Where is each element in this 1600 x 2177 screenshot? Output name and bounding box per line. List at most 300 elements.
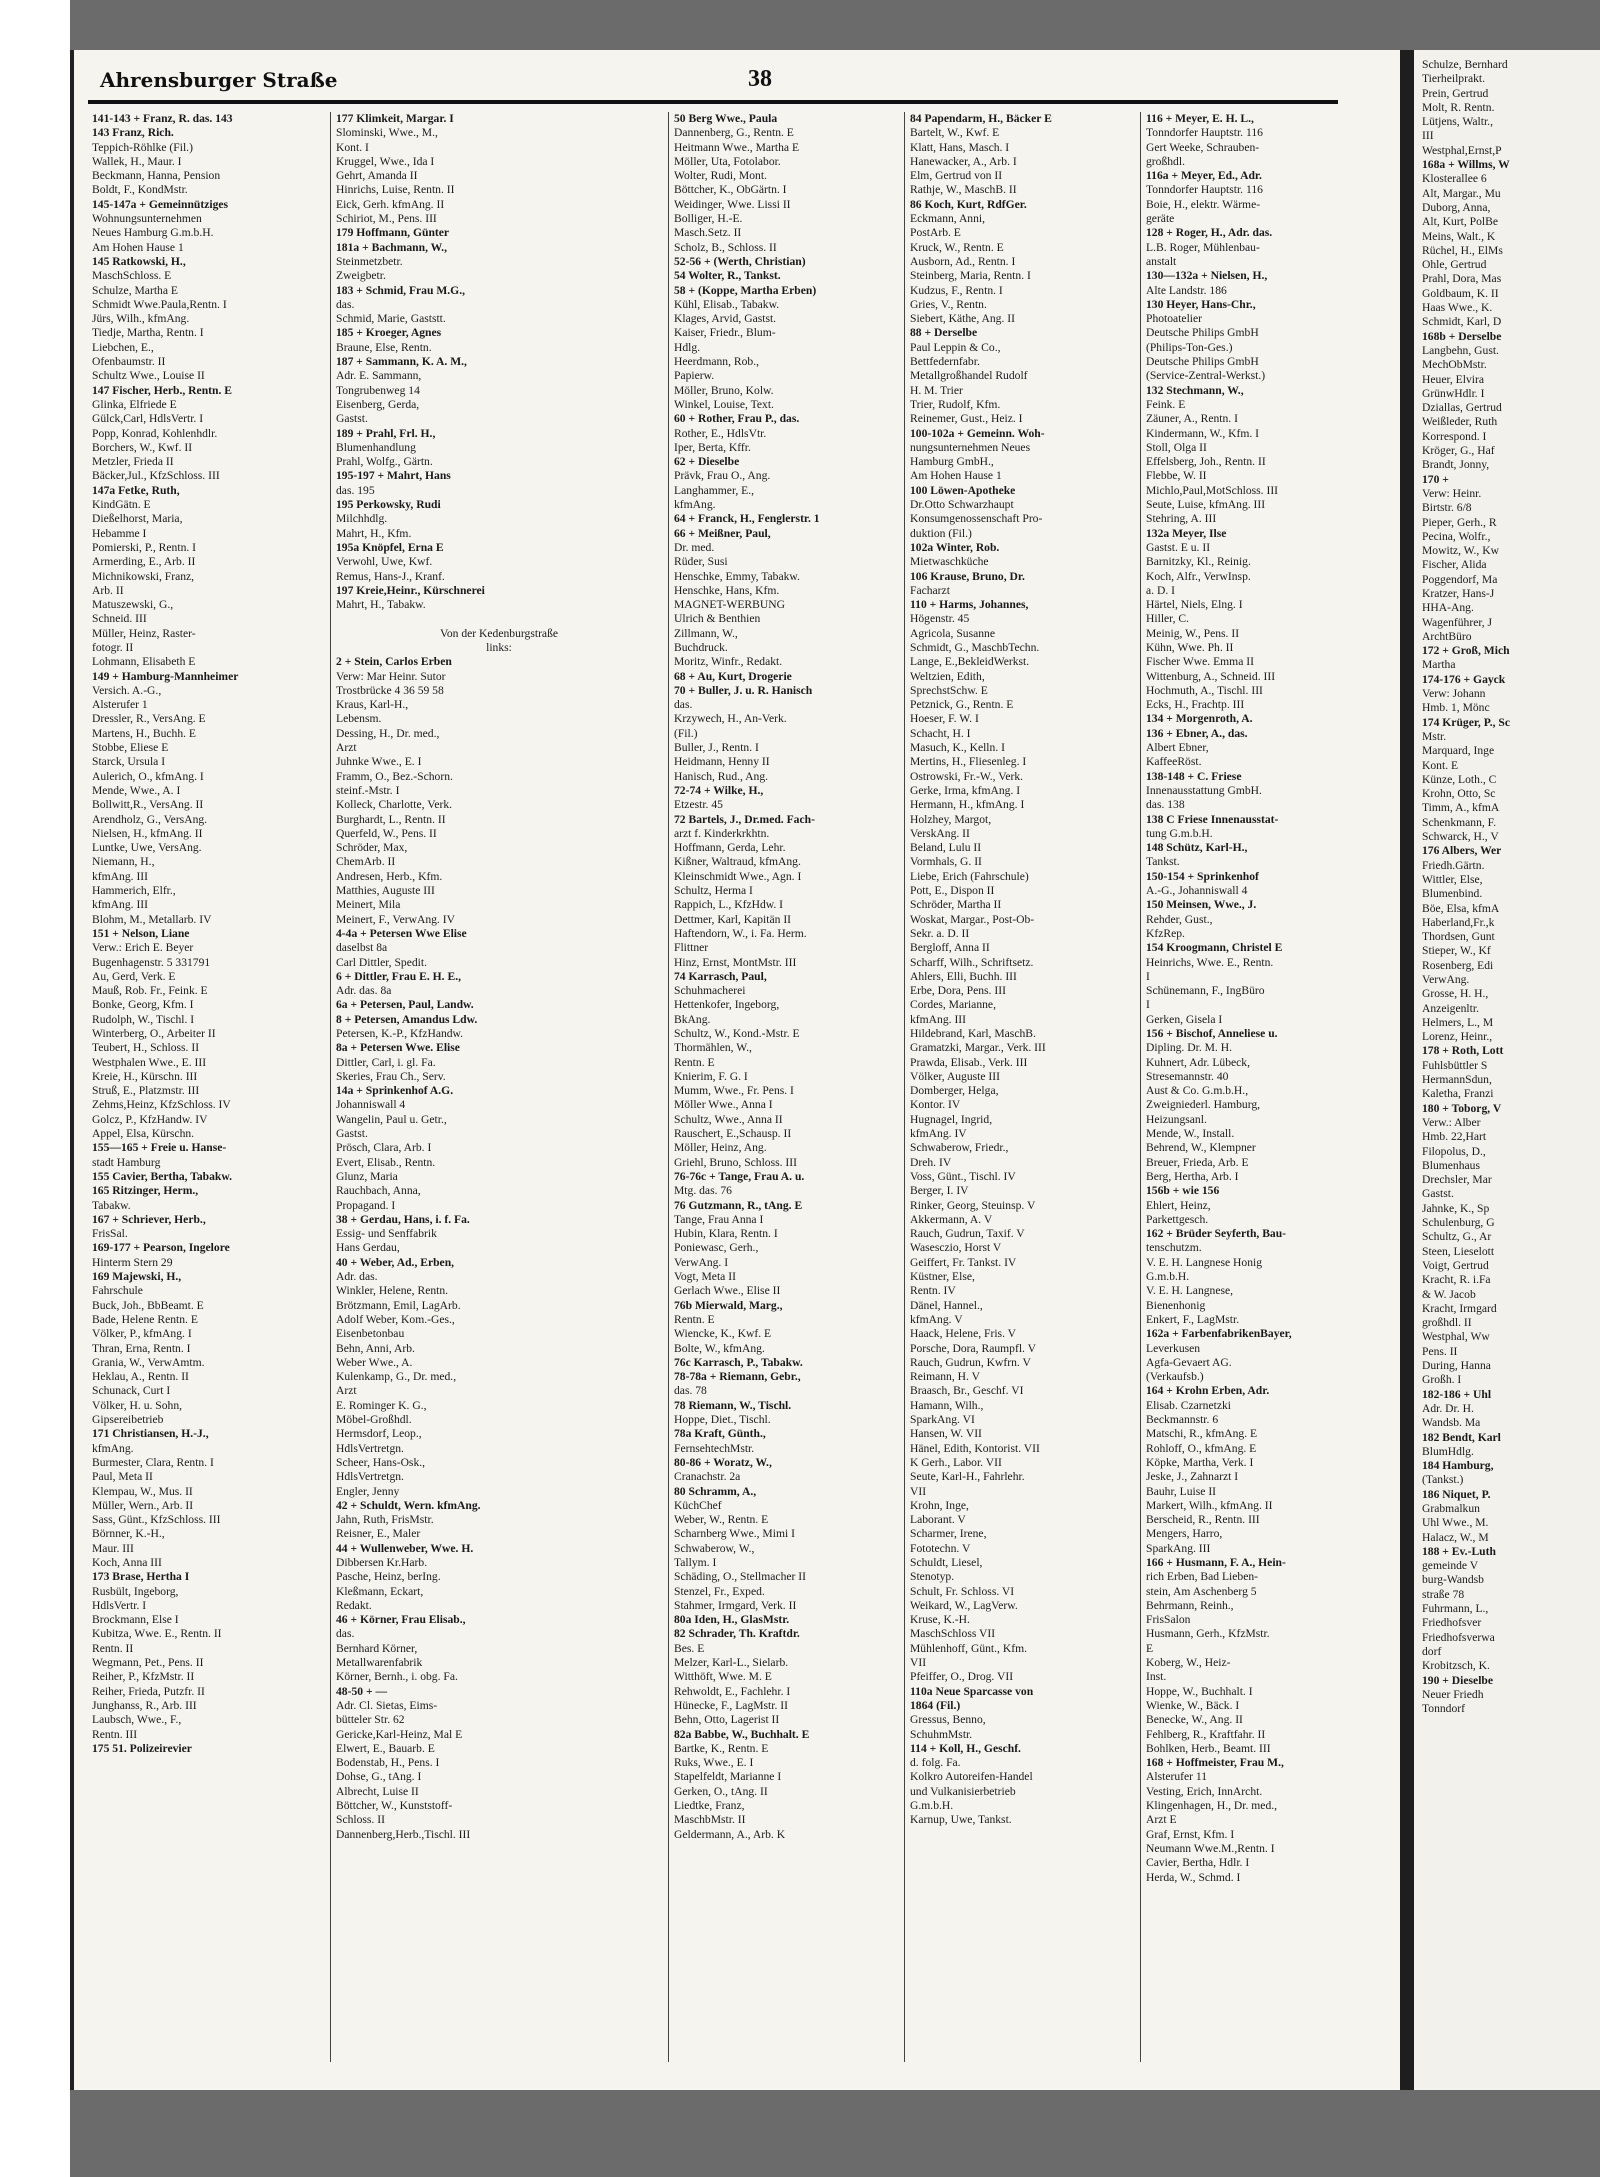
directory-entry: 168 + Hoffmeister, Frau M., xyxy=(1146,1756,1284,1770)
directory-entry: Teppich-Röhlke (Fil.) xyxy=(92,140,193,154)
directory-entry: Bettfedernfabr. xyxy=(910,355,980,369)
directory-entry: Framm, O., Bez.-Schorn. xyxy=(336,769,453,783)
directory-entry: HdlsVertretgn. xyxy=(336,1470,404,1484)
directory-entry: Ecks, H., Frachtp. III xyxy=(1146,698,1245,712)
directory-entry: 102a Winter, Rob. xyxy=(910,540,1000,554)
directory-entry: Weikard, W., LagVerw. xyxy=(910,1598,1018,1612)
directory-entry: Hans Gerdau, xyxy=(336,1241,400,1255)
directory-entry: Krobitzsch, K. xyxy=(1422,1659,1490,1673)
directory-entry: Brockmann, Else I xyxy=(92,1613,179,1627)
directory-entry: Fischer, Alida xyxy=(1422,558,1487,572)
directory-entry: Mengers, Harro, xyxy=(1146,1527,1223,1541)
directory-entry: Dettmer, Karl, Kapitän II xyxy=(674,912,792,926)
directory-entry: Konsumgenossenschaft Pro- xyxy=(910,512,1043,526)
directory-entry: Gastst. xyxy=(1422,1187,1454,1201)
directory-entry: Drechsler, Mar xyxy=(1422,1173,1492,1187)
directory-page-right xyxy=(1414,50,1600,2090)
directory-entry: Matschi, R., kfmAng. E xyxy=(1146,1427,1258,1441)
directory-entry: FernsehtechMstr. xyxy=(674,1441,755,1455)
directory-entry: Fuhrmann, L., xyxy=(1422,1602,1489,1616)
directory-entry: Adr. Cl. Sietas, Eims- xyxy=(336,1698,438,1712)
directory-entry: & W. Jacob xyxy=(1422,1287,1476,1301)
directory-entry: Stehring, A. III xyxy=(1146,512,1217,526)
directory-entry: SparkAng. III xyxy=(1146,1541,1211,1555)
directory-entry: Gehrt, Amanda II xyxy=(336,169,418,183)
directory-entry: steinf.-Mstr. I xyxy=(336,783,400,797)
directory-entry: anstalt xyxy=(1146,254,1177,268)
directory-entry: Uhl Wwe., M. xyxy=(1422,1516,1489,1530)
directory-entry: Haftendorn, W., i. Fa. Herm. xyxy=(674,926,807,940)
directory-entry: Markert, Wilh., kfmAng. II xyxy=(1146,1498,1273,1512)
directory-entry: 174 Krüger, P., Sc xyxy=(1422,715,1511,729)
directory-entry: stadt Hamburg xyxy=(92,1155,161,1169)
directory-entry: Mühlenhoff, Günt., Kfm. xyxy=(910,1641,1028,1655)
directory-entry: Barnitzky, Kl., Reinig. xyxy=(1146,555,1251,569)
directory-entry: Laborant. V xyxy=(910,1513,966,1527)
directory-entry: Ruks, Wwe., E. I xyxy=(674,1756,754,1770)
directory-entry: Tonndorfer Hauptstr. 116 xyxy=(1146,126,1263,140)
directory-entry: kfmAng. III xyxy=(910,1012,967,1026)
directory-entry: Behn, Anni, Arb. xyxy=(336,1341,415,1355)
directory-entry: dorf xyxy=(1422,1644,1442,1658)
directory-entry: Winkler, Helene, Rentn. xyxy=(336,1284,449,1298)
directory-entry: 195a Knöpfel, Erna E xyxy=(336,540,444,554)
directory-entry: Wittenburg, A., Schneid. III xyxy=(1146,669,1276,683)
directory-entry: Beckmannstr. 6 xyxy=(1146,1413,1219,1427)
directory-entry: Scharff, Wilh., Schriftsetz. xyxy=(910,955,1034,969)
directory-entry: Gramatzki, Margar., Verk. III xyxy=(910,1041,1046,1055)
directory-entry: 14a + Sprinkenhof A.G. xyxy=(336,1084,454,1098)
directory-entry: Völker, H. u. Sohn, xyxy=(92,1398,183,1412)
directory-entry: daselbst 8a xyxy=(336,941,388,955)
directory-entry: 168b + Derselbe xyxy=(1422,329,1502,343)
directory-entry: Pecina, Wolfr., xyxy=(1422,529,1491,543)
directory-entry: 110a Neue Sparcasse von xyxy=(910,1684,1034,1698)
directory-entry: Hanewacker, A., Arb. I xyxy=(910,154,1017,168)
directory-entry: Herda, W., Schmd. I xyxy=(1146,1870,1241,1884)
directory-entry: Hoppe, W., Buchhalt. I xyxy=(1146,1684,1253,1698)
directory-entry: KindGätn. E xyxy=(92,498,151,512)
directory-entry: Neuer Friedh xyxy=(1422,1687,1484,1701)
directory-entry: Schneid. III xyxy=(92,612,147,626)
directory-entry: Dittler, Carl, i. gl. Fa. xyxy=(336,1055,436,1069)
directory-entry: SparkAng. VI xyxy=(910,1413,975,1427)
directory-entry: Halacz, W., M xyxy=(1422,1530,1489,1544)
directory-entry: Hdlg. xyxy=(674,340,701,354)
directory-entry: Anzeigenltr. xyxy=(1422,1001,1479,1015)
directory-entry: Burghardt, L., Rentn. II xyxy=(336,812,446,826)
directory-entry: 177 Klimkeit, Margar. I xyxy=(336,112,454,125)
directory-entry: 155 Cavier, Bertha, Tabakw. xyxy=(92,1169,233,1183)
directory-entry: 78-78a + Riemann, Gebr., xyxy=(674,1370,801,1384)
directory-entry: 50 Berg Wwe., Paula xyxy=(674,112,778,125)
directory-entry: Timm, A., kfmA xyxy=(1422,801,1500,815)
directory-entry: Aust & Co. G.m.b.H., xyxy=(1146,1084,1249,1098)
directory-entry: Schäding, O., Stellmacher II xyxy=(674,1570,807,1584)
directory-entry: 170 + xyxy=(1422,472,1449,486)
directory-entry: Lütjens, Waltr., xyxy=(1422,115,1493,129)
directory-entry: 106 Krause, Bruno, Dr. xyxy=(910,569,1025,583)
directory-entry: Bauhr, Luise II xyxy=(1146,1484,1217,1498)
directory-entry: links: xyxy=(486,640,512,654)
directory-entry: und Vulkanisierbetrieb xyxy=(910,1784,1016,1798)
directory-entry: Voss, Günt., Tischl. IV xyxy=(910,1169,1016,1183)
directory-entry: Buck, Joh., BbBeamt. E xyxy=(92,1298,204,1312)
directory-entry: Burmester, Clara, Rentn. I xyxy=(92,1455,214,1469)
directory-entry: Behrend, W., Klempner xyxy=(1146,1141,1256,1155)
directory-entry: kfmAng. III xyxy=(92,898,149,912)
directory-entry: Heidmann, Henny II xyxy=(674,755,770,769)
directory-entry: Hettenkofer, Ingeborg, xyxy=(674,998,780,1012)
directory-entry: Kleßmann, Eckart, xyxy=(336,1584,424,1598)
directory-entry: 1864 (Fil.) xyxy=(910,1698,961,1712)
directory-entry: Eckmann, Anni, xyxy=(910,212,986,226)
directory-entry: Appel, Elsa, Kürschn. xyxy=(92,1127,195,1141)
directory-column-5 xyxy=(1146,112,1390,2072)
directory-entry: Moritz, Winfr., Redakt. xyxy=(674,655,783,669)
directory-entry: Fischer Wwe. Emma II xyxy=(1146,655,1254,669)
directory-entry: Böe, Elsa, kfmA xyxy=(1422,901,1500,915)
directory-entry: großhdl. II xyxy=(1422,1316,1472,1330)
directory-entry: Tierheilprakt. xyxy=(1422,72,1486,86)
directory-entry: L.B. Roger, Mühlenbau- xyxy=(1146,240,1260,254)
directory-entry: 66 + Meißner, Paul, xyxy=(674,526,771,540)
directory-entry: Borchers, W., Kwf. II xyxy=(92,440,193,454)
directory-entry: Westphal,Ernst,P xyxy=(1422,143,1502,157)
directory-entry: 70 + Buller, J. u. R. Hanisch xyxy=(674,683,813,697)
directory-entry: Schwaberow, W., xyxy=(674,1541,755,1555)
directory-entry: Klempau, W., Mus. II xyxy=(92,1484,193,1498)
directory-entry: Zillmann, W., xyxy=(674,626,738,640)
directory-entry: Tonndorf xyxy=(1422,1702,1465,1716)
directory-entry: MechObMstr. xyxy=(1422,358,1487,372)
directory-entry: Gastst. xyxy=(336,1127,368,1141)
directory-entry: das. xyxy=(336,1627,355,1641)
directory-entry: Feink. E xyxy=(1146,397,1186,411)
directory-entry: Dipling. Dr. M. H. xyxy=(1146,1041,1232,1055)
directory-entry: Gries, V., Rentn. xyxy=(910,297,987,311)
directory-entry: Lange, E.,BekleidWerkst. xyxy=(910,655,1030,669)
directory-entry: Tankst. xyxy=(1146,855,1180,869)
directory-entry: Verwohl, Uwe, Kwf. xyxy=(336,555,433,569)
directory-entry: Karnup, Uwe, Tankst. xyxy=(910,1813,1012,1827)
directory-entry: Schwaberow, Friedr., xyxy=(910,1141,1009,1155)
directory-entry: VerskAng. II xyxy=(910,826,970,840)
directory-entry: Kudzus, F., Rentn. I xyxy=(910,283,1003,297)
directory-entry: Hamburg GmbH., xyxy=(910,455,994,469)
directory-entry: 132a Meyer, Ilse xyxy=(1146,526,1227,540)
directory-entry: Bienenhonig xyxy=(1146,1298,1206,1312)
directory-entry: Stieper, W., Kf xyxy=(1422,944,1491,958)
directory-entry: 114 + Koll, H., Geschf. xyxy=(910,1741,1021,1755)
directory-entry: Gert Weeke, Schrauben- xyxy=(1146,140,1260,154)
directory-entry: 187 + Sammann, K. A. M., xyxy=(336,355,467,369)
directory-entry: Starck, Ursula I xyxy=(92,755,166,769)
directory-entry: 138 C Friese Innenausstat- xyxy=(1146,812,1279,826)
directory-entry: 110 + Harms, Johannes, xyxy=(910,598,1029,612)
directory-entry: Kaletha, Franzi xyxy=(1422,1087,1494,1101)
directory-entry: Dannenberg, G., Rentn. E xyxy=(674,126,794,140)
directory-entry: bütteler Str. 62 xyxy=(336,1713,405,1727)
directory-entry: 8a + Petersen Wwe. Elise xyxy=(336,1041,460,1055)
directory-entry: Liedtke, Franz, xyxy=(674,1799,745,1813)
directory-entry: Kraus, Karl-H., xyxy=(336,698,409,712)
directory-entry: 76c Karrasch, P., Tabakw. xyxy=(674,1355,803,1369)
directory-entry: Pfeiffer, O., Drog. VII xyxy=(910,1670,1014,1684)
directory-entry: Bodenstab, H., Pens. I xyxy=(336,1756,440,1770)
directory-entry: Wasesczio, Horst V xyxy=(910,1241,1002,1255)
directory-entry: 80-86 + Woratz, W., xyxy=(674,1455,772,1469)
directory-entry: Krohn, Otto, Sc xyxy=(1422,787,1496,801)
directory-entry: Gastst. xyxy=(336,412,368,426)
directory-entry: Bernhard Körner, xyxy=(336,1641,418,1655)
directory-entry: Grania, W., VerwAmtm. xyxy=(92,1355,205,1369)
directory-entry: Verw.: Alber xyxy=(1422,1115,1481,1129)
directory-entry: FrisSal. xyxy=(92,1227,128,1241)
directory-entry: das. xyxy=(336,297,355,311)
directory-entry: Hammerich, Elfr., xyxy=(92,884,176,898)
directory-entry: Bade, Helene Rentn. E xyxy=(92,1312,198,1326)
directory-entry: Petznick, G., Rentn. E xyxy=(910,698,1014,712)
directory-entry: Dohse, G., tAng. I xyxy=(336,1770,422,1784)
directory-entry: 188 + Ev.-Luth xyxy=(1422,1544,1496,1558)
directory-entry: Paul, Meta II xyxy=(92,1470,153,1484)
directory-entry: Neumann Wwe.M.,Rentn. I xyxy=(1146,1841,1275,1855)
directory-entry: 132 Stechmann, W., xyxy=(1146,383,1244,397)
directory-entry: Griehl, Bruno, Schloss. III xyxy=(674,1155,798,1169)
directory-entry: 147 Fischer, Herb., Rentn. E xyxy=(92,383,232,397)
directory-entry: Stresemannstr. 40 xyxy=(1146,1069,1229,1083)
directory-entry: Albrecht, Luise II xyxy=(336,1784,419,1798)
directory-entry: Kontor. IV xyxy=(910,1098,961,1112)
directory-entry: 8 + Petersen, Amandus Ldw. xyxy=(336,1012,478,1026)
directory-entry: Birtstr. 6/8 xyxy=(1422,501,1472,515)
directory-entry: 176 Albers, Wer xyxy=(1422,844,1502,858)
directory-entry: Nielsen, H., kfmAng. II xyxy=(92,826,203,840)
directory-entry: Wangelin, Paul u. Getr., xyxy=(336,1112,447,1126)
directory-entry: Weber Wwe., A. xyxy=(336,1355,413,1369)
directory-entry: Haberland,Fr.,k xyxy=(1422,915,1495,929)
directory-entry: Hermsdorf, Leop., xyxy=(336,1427,422,1441)
directory-entry: Koberg, W., Heiz- xyxy=(1146,1656,1231,1670)
page-header xyxy=(88,60,1338,100)
directory-entry: Zweigbetr. xyxy=(336,269,386,283)
directory-entry: V. E. H. Langnese Honig xyxy=(1146,1255,1263,1269)
directory-entry: 78 Riemann, W., Tischl. xyxy=(674,1398,792,1412)
directory-entry: Sekr. a. D. II xyxy=(910,926,970,940)
directory-entry: 134 + Morgenroth, A. xyxy=(1146,712,1253,726)
directory-entry: Högenstr. 45 xyxy=(910,612,970,626)
directory-entry: FrisSalon xyxy=(1146,1613,1191,1627)
directory-entry: Rentn. III xyxy=(92,1727,138,1741)
directory-entry: Johanniswall 4 xyxy=(336,1098,406,1112)
directory-entry: Reimann, H. V xyxy=(910,1370,980,1384)
directory-entry: Bonke, Georg, Kfm. I xyxy=(92,998,194,1012)
directory-entry: Kißner, Waltraud, kfmAng. xyxy=(674,855,801,869)
directory-entry: Schulenburg, G xyxy=(1422,1216,1495,1230)
directory-entry: 6 + Dittler, Frau E. H. E., xyxy=(336,969,462,983)
directory-entry: Heitmann Wwe., Martha E xyxy=(674,140,800,154)
directory-entry: Skeries, Frau Ch., Serv. xyxy=(336,1069,446,1083)
scan-border-left xyxy=(0,0,70,2177)
directory-entry: Schünemann, F., IngBüro xyxy=(1146,984,1265,998)
directory-entry: Deutsche Philips GmbH xyxy=(1146,326,1259,340)
directory-entry: Weber, W., Rentn. E xyxy=(674,1513,769,1527)
directory-entry: 197 Kreie,Heinr., Kürschnerei xyxy=(336,583,485,597)
directory-entry: HHA-Ang. xyxy=(1422,601,1474,615)
directory-entry: Akkermann, A. V xyxy=(910,1212,993,1226)
directory-entry: Evert, Elisab., Rentn. xyxy=(336,1155,436,1169)
directory-entry: Gerken, Gisela I xyxy=(1146,1012,1223,1026)
directory-entry: Wandsb. Ma xyxy=(1422,1416,1481,1430)
directory-entry: tenschutzm. xyxy=(1146,1241,1202,1255)
directory-entry: Dießelhorst, Maria, xyxy=(92,512,183,526)
directory-entry: Rauch, Gudrun, Kwfrn. V xyxy=(910,1355,1031,1369)
directory-entry: Schulze, Bernhard xyxy=(1422,58,1508,71)
directory-entry: Reiher, Frieda, Putzfr. II xyxy=(92,1684,205,1698)
directory-entry: Kröger, G., Haf xyxy=(1422,444,1495,458)
directory-entry: Rohloff, O., kfmAng. E xyxy=(1146,1441,1257,1455)
directory-entry: 145 Ratkowski, H., xyxy=(92,254,186,268)
directory-entry: Metallwarenfabrik xyxy=(336,1656,423,1670)
directory-column-2 xyxy=(336,112,662,2072)
directory-entry: Tonndorfer Hauptstr. 116 xyxy=(1146,183,1263,197)
directory-entry: Liebe, Erich (Fahrschule) xyxy=(910,869,1029,883)
directory-entry: Effelsberg, Joh., Rentn. II xyxy=(1146,455,1266,469)
directory-entry: 169 Majewski, H., xyxy=(92,1270,182,1284)
page-number: 38 xyxy=(748,66,772,92)
directory-entry: Meins, Walt., K xyxy=(1422,229,1496,243)
directory-entry: Tabakw. xyxy=(92,1198,131,1212)
directory-entry: Seute, Luise, kfmAng. III xyxy=(1146,498,1266,512)
directory-entry: Graf, Ernst, Kfm. I xyxy=(1146,1827,1235,1841)
directory-entry: Steinberg, Maria, Rentn. I xyxy=(910,269,1031,283)
directory-entry: Reisner, E., Maler xyxy=(336,1527,421,1541)
directory-entry: Schultz Wwe., Louise II xyxy=(92,369,205,383)
book-gutter xyxy=(1400,50,1414,2090)
directory-entry: Vesting, Erich, InnArcht. xyxy=(1146,1784,1263,1798)
directory-entry: Gressus, Benno, xyxy=(910,1713,986,1727)
directory-entry: Buchdruck. xyxy=(674,640,728,654)
directory-entry: Körner, Bernh., i. obg. Fa. xyxy=(336,1670,458,1684)
directory-entry: Schacht, H. I xyxy=(910,726,971,740)
directory-entry: Liebchen, E., xyxy=(92,340,154,354)
directory-entry: 44 + Wullenweber, Wwe. H. xyxy=(336,1541,474,1555)
directory-entry: kfmAng. xyxy=(92,1441,134,1455)
directory-entry: Gerke, Irma, kfmAng. I xyxy=(910,783,1021,797)
directory-entry: Helmers, L., M xyxy=(1422,1015,1494,1029)
directory-entry: Stoll, Olga II xyxy=(1146,440,1207,454)
directory-entry: Geldermann, A., Arb. K xyxy=(674,1827,786,1841)
directory-entry: Bohlken, Herb., Beamt. III xyxy=(1146,1741,1271,1755)
directory-entry: Rappich, L., KfzHdw. I xyxy=(674,898,784,912)
directory-entry: Am Hohen Hause 1 xyxy=(910,469,1002,483)
directory-entry: Deutsche Philips GmbH xyxy=(1146,355,1259,369)
directory-entry: Mende, W., Install. xyxy=(1146,1127,1235,1141)
directory-entry: Braune, Else, Rentn. xyxy=(336,340,432,354)
directory-entry: Melzer, Karl-L., Sielarb. xyxy=(674,1656,789,1670)
directory-entry: Rauch, Gudrun, Taxif. V xyxy=(910,1227,1025,1241)
directory-entry: Schloss. II xyxy=(336,1813,385,1827)
directory-entry: kfmAng. IV xyxy=(910,1127,967,1141)
directory-entry: Prahl, Wolfg., Gärtn. xyxy=(336,455,433,469)
directory-entry: 178 + Roth, Lott xyxy=(1422,1044,1504,1058)
directory-entry: Brandt, Jonny, xyxy=(1422,458,1490,472)
directory-entry: K Gerh., Labor. VII xyxy=(910,1455,1002,1469)
directory-entry: Rentn. II xyxy=(92,1641,134,1655)
directory-entry: KfzRep. xyxy=(1146,926,1185,940)
directory-entry: 136 + Ebner, A., das. xyxy=(1146,726,1248,740)
directory-entry: 162 + Brüder Seyferth, Bau- xyxy=(1146,1227,1287,1241)
directory-entry: Niemann, H., xyxy=(92,855,155,869)
directory-entry: 100 Löwen-Apotheke xyxy=(910,483,1016,497)
directory-entry: Heinrichs, Wwe. E., Rentn. xyxy=(1146,955,1274,969)
directory-entry: Pieper, Gerh., R xyxy=(1422,515,1497,529)
directory-column-4 xyxy=(910,112,1134,2072)
directory-entry: Lebensm. xyxy=(336,712,382,726)
directory-entry: Steen, Lieselott xyxy=(1422,1244,1495,1258)
directory-entry: (Philips-Ton-Ges.) xyxy=(1146,340,1233,354)
directory-entry: Holzhey, Margot, xyxy=(910,812,992,826)
directory-entry: Schmid, Marie, Gaststt. xyxy=(336,312,446,326)
directory-entry: Adr. E. Sammann, xyxy=(336,369,422,383)
directory-entry: Reiher, P., KfzMstr. II xyxy=(92,1670,195,1684)
directory-entry: Paul Leppin & Co., xyxy=(910,340,1001,354)
directory-entry: Arendholz, G., VersAng. xyxy=(92,812,208,826)
directory-entry: das. xyxy=(674,698,693,712)
directory-entry: Iper, Berta, Kffr. xyxy=(674,440,751,454)
directory-entry: Scholz, B., Schloss. II xyxy=(674,240,777,254)
directory-entry: straße 78 xyxy=(1422,1587,1465,1601)
directory-entry: MAGNET-WERBUNG xyxy=(674,598,785,612)
directory-entry: Kuhnert, Adr. Lübeck, xyxy=(1146,1055,1250,1069)
directory-entry: Schultz, Wwe., Anna II xyxy=(674,1112,783,1126)
directory-entry: Pomierski, P., Rentn. I xyxy=(92,540,197,554)
directory-entry: Wallek, H., Maur. I xyxy=(92,154,182,168)
directory-entry: Leverkusen xyxy=(1146,1341,1201,1355)
directory-entry: Sass, Günt., KfzSchloss. III xyxy=(92,1513,221,1527)
directory-entry: großhdl. xyxy=(1146,154,1185,168)
directory-entry: Laubsch, Wwe., F., xyxy=(92,1713,182,1727)
directory-entry: Eisenberg, Gerda, xyxy=(336,397,420,411)
directory-entry: Mende, Wwe., A. I xyxy=(92,783,181,797)
directory-entry: Möller, Bruno, Kolw. xyxy=(674,383,774,397)
directory-entry: Boie, H., elektr. Wärme- xyxy=(1146,197,1261,211)
directory-entry: Jürs, Wilh., kfmAng. xyxy=(92,312,190,326)
directory-entry: Alt, Kurt, PolBe xyxy=(1422,215,1499,229)
directory-entry: Hmb. 22,Hart xyxy=(1422,1130,1487,1144)
directory-entry: Möbel-Großhdl. xyxy=(336,1413,412,1427)
directory-entry: Hmb. 1, Mönc xyxy=(1422,701,1490,715)
directory-entry: Westphalen Wwe., E. III xyxy=(92,1055,207,1069)
directory-entry: Mahrt, H., Tabakw. xyxy=(336,598,426,612)
directory-entry: Woskat, Margar., Post-Ob- xyxy=(910,912,1035,926)
directory-entry: 182-186 + Uhl xyxy=(1422,1387,1492,1401)
directory-entry: Blumenbind. xyxy=(1422,887,1483,901)
directory-entry: Stapelfeldt, Marianne I xyxy=(674,1770,782,1784)
directory-entry: Albert Ebner, xyxy=(1146,741,1209,755)
directory-entry: 64 + Franck, H., Fenglerstr. 1 xyxy=(674,512,820,526)
directory-entry: Alsterufer 1 xyxy=(92,698,148,712)
directory-column-3 xyxy=(674,112,898,2072)
directory-entry: Ostrowski, Fr.-W., Verk. xyxy=(910,769,1024,783)
directory-entry: Elwert, E., Bauarb. E xyxy=(336,1741,435,1755)
directory-entry: 186 Niquet, P. xyxy=(1422,1487,1491,1501)
directory-entry: Rathje, W., MaschB. II xyxy=(910,183,1017,197)
directory-entry: Völker, Auguste III xyxy=(910,1069,1001,1083)
directory-entry: 171 Christiansen, H.-J., xyxy=(92,1427,209,1441)
directory-entry: Schulze, Martha E xyxy=(92,283,178,297)
